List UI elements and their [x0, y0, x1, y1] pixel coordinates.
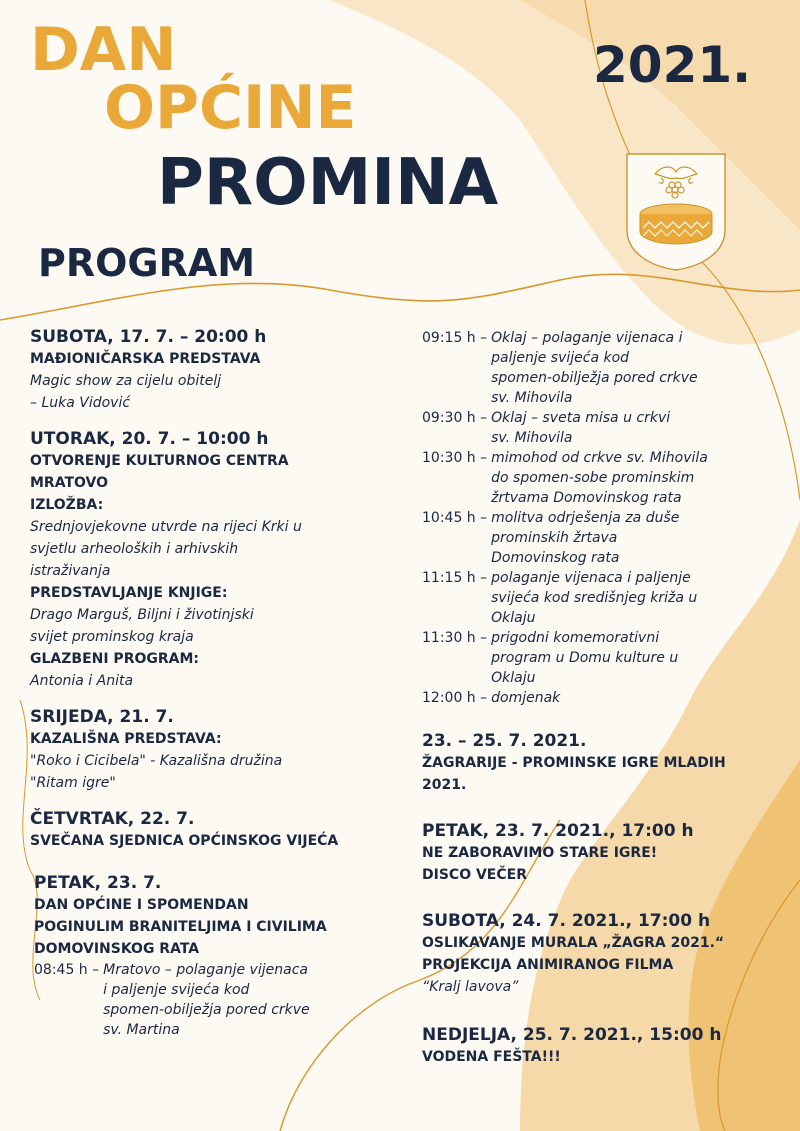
event-day: NEDJELJA, 25. 7. 2021., 15:00 h: [422, 1025, 722, 1045]
event-tuesday-20: [30, 428, 402, 692]
schedule-item: [422, 328, 792, 408]
event-desc: istraživanja: [30, 563, 111, 579]
event-desc: – Luka Vidović: [30, 395, 131, 411]
event-day: 23. – 25. 7. 2021.: [422, 731, 587, 751]
schedule-text: Oklaju: [491, 670, 536, 686]
event-day: SUBOTA, 17. 7. – 20:00 h: [30, 327, 267, 347]
schedule-text: spomen-obilježja pored crkve: [491, 370, 698, 386]
event-desc: “Kralj lavova”: [422, 979, 519, 995]
event-thursday-22: [30, 808, 402, 852]
event-desc: Magic show za cijelu obitelj: [30, 373, 222, 389]
schedule-text: mimohod od crkve sv. Mihovila: [491, 450, 708, 466]
event-title: OSLIKAVANJE MURALA „ŽAGRA 2021.“: [422, 935, 725, 951]
event-title: PREDSTAVLJANJE KNJIGE:: [30, 585, 228, 601]
schedule-text: Domovinskog rata: [491, 550, 620, 566]
schedule-time: 09:15 h –: [422, 330, 488, 346]
schedule-item: [422, 508, 792, 568]
schedule-item: [422, 568, 792, 628]
schedule-text: prominskih žrtava: [491, 530, 618, 546]
event-title: NE ZABORAVIMO STARE IGRE!: [422, 845, 658, 861]
schedule-text: Oklaj – polaganje vijenaca i: [491, 330, 683, 346]
schedule-item: [34, 960, 402, 1040]
event-title: MAĐIONIČARSKA PREDSTAVA: [30, 351, 261, 367]
event-desc: Antonia i Anita: [30, 673, 134, 689]
schedule-text: molitva odrješenja za duše: [491, 510, 680, 526]
event-title: GLAZBENI PROGRAM:: [30, 651, 200, 667]
event-desc: "Roko i Cicibela" - Kazališna družina: [30, 753, 283, 769]
schedule-time: 09:30 h –: [422, 410, 488, 426]
schedule-text: paljenje svijeća kod: [491, 350, 630, 366]
right-column: [422, 328, 792, 1082]
schedule-time: 10:30 h –: [422, 450, 488, 466]
event-title: DAN OPĆINE I SPOMENDAN: [34, 897, 249, 913]
event-title: MRATOVO: [30, 475, 109, 491]
schedule-text: Oklaju: [491, 610, 536, 626]
schedule-text: domjenak: [491, 690, 561, 706]
year: 2021.: [593, 36, 752, 94]
schedule-text: program u Domu kulture u: [491, 650, 679, 666]
event-title: ŽAGRARIJE - PROMINSKE IGRE MLADIH: [422, 755, 726, 771]
event-saturday-24: [422, 910, 792, 998]
schedule-time: 11:30 h –: [422, 630, 488, 646]
schedule-text: i paljenje svijeća kod: [103, 982, 250, 998]
event-day: PETAK, 23. 7.: [34, 873, 162, 893]
event-day: ČETVRTAK, 22. 7.: [30, 809, 195, 829]
schedule-text: do spomen-sobe prominskim: [491, 470, 695, 486]
event-desc: svjetlu arheoloških i arhivskih: [30, 541, 239, 557]
event-title: DISCO VEČER: [422, 867, 527, 883]
event-title: SVEČANA SJEDNICA OPĆINSKOG VIJEĆA: [30, 833, 339, 849]
event-friday-23: [30, 872, 402, 1040]
program-heading: PROGRAM: [38, 241, 256, 285]
schedule-item: [422, 408, 792, 448]
title-dan: DAN: [30, 15, 177, 85]
event-title: KAZALIŠNA PREDSTAVA:: [30, 731, 222, 747]
event-title: OTVORENJE KULTURNOG CENTRA: [30, 453, 289, 469]
event-day: PETAK, 23. 7. 2021., 17:00 h: [422, 821, 694, 841]
event-friday-23-disco: [422, 820, 792, 886]
event-saturday-17: [30, 326, 402, 414]
event-title: 2021.: [422, 777, 467, 793]
event-day: SRIJEDA, 21. 7.: [30, 707, 174, 727]
municipal-coat-of-arms-icon: [625, 152, 727, 272]
schedule-text: prigodni komemorativni: [491, 630, 660, 646]
schedule-time: 11:15 h –: [422, 570, 488, 586]
event-desc: svijet prominskog kraja: [30, 629, 194, 645]
title-promina: PROMINA: [157, 146, 499, 220]
friday-schedule: [422, 328, 792, 708]
event-wednesday-21: [30, 706, 402, 794]
event-desc: Drago Marguš, Biljni i životinjski: [30, 607, 254, 623]
schedule-text: Mratovo – polaganje vijenaca: [103, 962, 308, 978]
event-zagrarije: [422, 730, 792, 796]
event-desc: "Ritam igre": [30, 775, 116, 791]
schedule-text: sv. Mihovila: [491, 390, 573, 406]
schedule-text: sv. Mihovila: [491, 430, 573, 446]
event-day: UTORAK, 20. 7. – 10:00 h: [30, 429, 269, 449]
title-opcine: OPĆINE: [104, 73, 357, 143]
schedule-item: [422, 688, 792, 708]
schedule-text: Oklaj – sveta misa u crkvi: [491, 410, 671, 426]
event-sunday-25: [422, 1024, 792, 1068]
schedule-time: 10:45 h –: [422, 510, 488, 526]
event-title: PROJEKCIJA ANIMIRANOG FILMA: [422, 957, 674, 973]
schedule-text: svijeća kod središnjeg križa u: [491, 590, 698, 606]
event-title: DOMOVINSKOG RATA: [34, 941, 200, 957]
schedule-time: 08:45 h –: [34, 962, 100, 978]
schedule-time: 12:00 h –: [422, 690, 488, 706]
schedule-item: [422, 448, 792, 508]
schedule-text: žrtvama Domovinskog rata: [491, 490, 682, 506]
schedule-text: spomen-obilježja pored crkve: [103, 1002, 310, 1018]
event-title: IZLOŽBA:: [30, 497, 104, 513]
event-title: VODENA FEŠTA!!!: [422, 1049, 561, 1065]
left-column: [30, 326, 402, 1054]
event-desc: Srednjovjekovne utvrde na rijeci Krki u: [30, 519, 302, 535]
event-title: POGINULIM BRANITELJIMA I CIVILIMA: [34, 919, 327, 935]
schedule-text: polaganje vijenaca i paljenje: [491, 570, 691, 586]
event-day: SUBOTA, 24. 7. 2021., 17:00 h: [422, 911, 711, 931]
schedule-text: sv. Martina: [103, 1022, 180, 1038]
schedule-item: [422, 628, 792, 688]
